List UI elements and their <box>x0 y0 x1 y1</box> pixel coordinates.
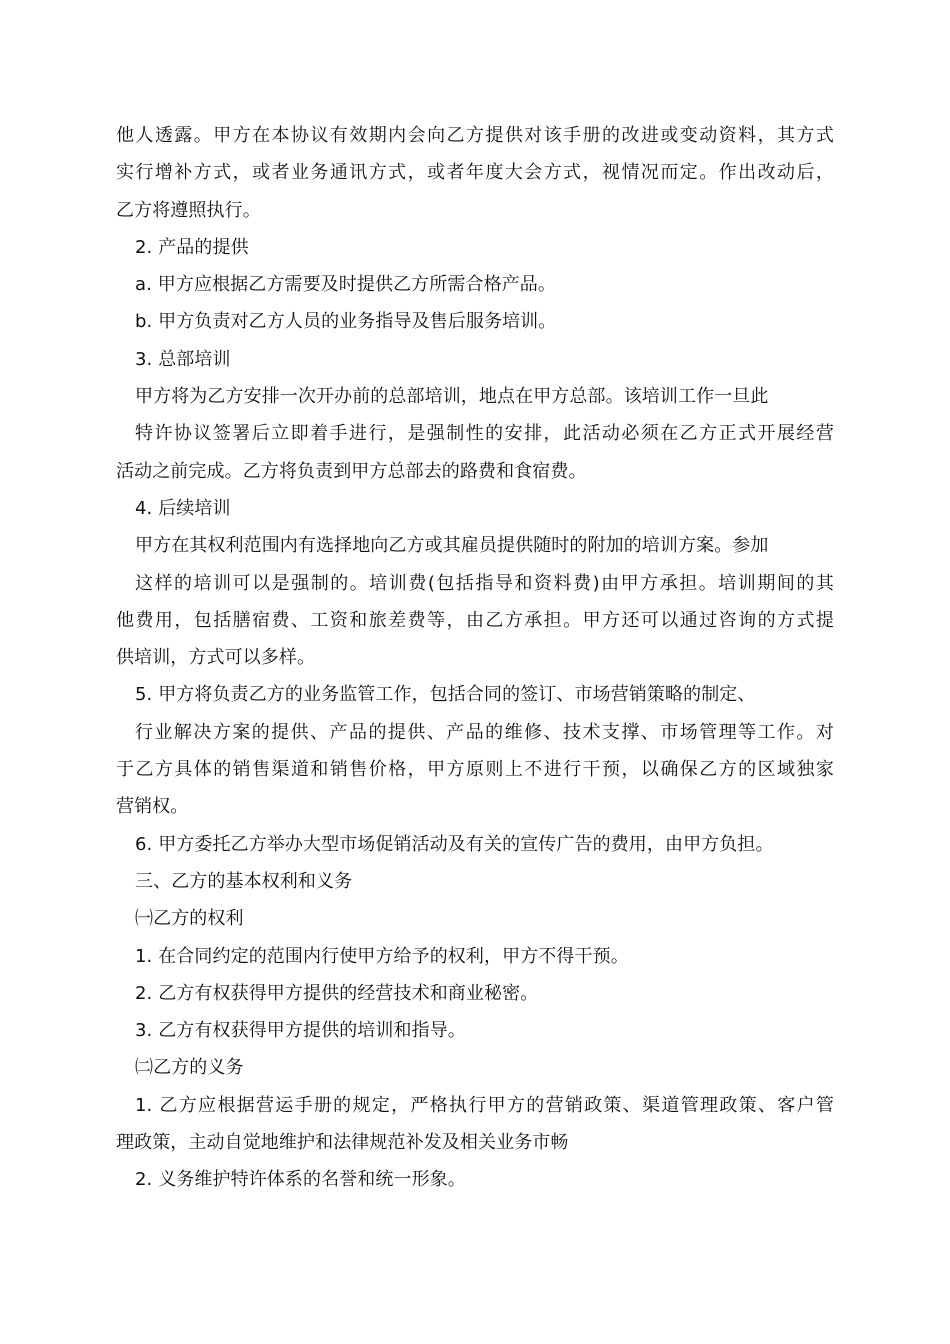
paragraph-line: 他费用，包括膳宿费、工资和旅差费等，由乙方承担。甲方还可以通过咨询的方式提 <box>116 609 834 631</box>
subsection-heading: ㈠乙方的权利 <box>135 908 244 930</box>
paragraph-line: 乙方将遵照执行。 <box>116 199 261 221</box>
paragraph-line: 理政策，主动自觉地维护和法律规范补发及相关业务市畅 <box>116 1132 569 1154</box>
paragraph-line: 营销权。 <box>116 796 189 818</box>
paragraph-line: 这样的培训可以是强制的。培训费(包括指导和资料费)由甲方承担。培训期间的其 <box>135 572 834 594</box>
list-item: 6. 甲方委托乙方举办大型市场促销活动及有关的宣传广告的费用，由甲方负担。 <box>135 833 774 855</box>
paragraph-line: 供培训，方式可以多样。 <box>116 647 316 669</box>
paragraph-line: 于乙方具体的销售渠道和销售价格，甲方原则上不进行干预，以确保乙方的区域独家 <box>116 759 834 781</box>
list-item: 5. 甲方将负责乙方的业务监管工作，包括合同的签订、市场营销策略的制定、 <box>135 684 756 706</box>
section-heading: 2. 产品的提供 <box>135 236 249 258</box>
paragraph-line: 行业解决方案的提供、产品的提供、产品的维修、技术支撑、市场管理等工作。对 <box>135 721 834 743</box>
paragraph-line: 他人透露。甲方在本协议有效期内会向乙方提供对该手册的改进或变动资料，其方式 <box>116 125 834 146</box>
paragraph-line: 特许协议签署后立即着手进行，是强制性的安排，此活动必须在乙方正式开展经营 <box>135 423 834 445</box>
section-heading: 3. 总部培训 <box>135 348 231 370</box>
section-heading: 三、乙方的基本权利和义务 <box>135 870 353 892</box>
list-item: b. 甲方负责对乙方人员的业务指导及售后服务培训。 <box>135 311 557 333</box>
paragraph-line: 实行增补方式，或者业务通讯方式，或者年度大会方式，视情况而定。作出改动后， <box>116 162 834 184</box>
list-item: 2. 乙方有权获得甲方提供的经营技术和商业秘密。 <box>135 982 539 1004</box>
paragraph-line: 活动之前完成。乙方将负责到甲方总部去的路费和食宿费。 <box>116 460 587 482</box>
list-item: 1. 在合同约定的范围内行使甲方给予的权利，甲方不得干预。 <box>135 945 629 967</box>
list-item: a. 甲方应根据乙方需要及时提供乙方所需合格产品。 <box>135 274 556 296</box>
list-item: 2. 义务维护特许体系的名誉和统一形象。 <box>135 1169 466 1191</box>
section-heading: 4. 后续培训 <box>135 497 231 519</box>
paragraph-line: 甲方在其权利范围内有选择地向乙方或其雇员提供随时的附加的培训方案。参加 <box>135 535 769 557</box>
list-item: 1. 乙方应根据营运手册的规定，严格执行甲方的营销政策、渠道管理政策、客户管 <box>135 1094 834 1116</box>
subsection-heading: ㈡乙方的义务 <box>135 1057 244 1079</box>
list-item: 3. 乙方有权获得甲方提供的培训和指导。 <box>135 1020 466 1042</box>
paragraph-line: 甲方将为乙方安排一次开办前的总部培训，地点在甲方总部。该培训工作一旦此 <box>135 386 769 408</box>
